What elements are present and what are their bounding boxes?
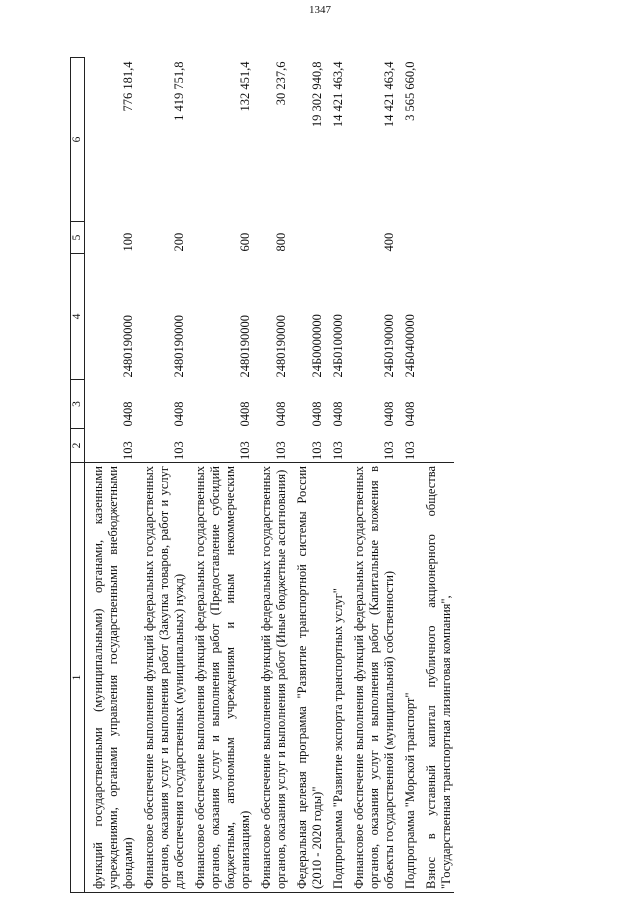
row-amount: 132 451,4	[238, 61, 252, 112]
row-vr: 100	[121, 232, 135, 252]
row-csr: 24Б0100000	[331, 314, 345, 378]
table-row	[289, 58, 325, 893]
table-row	[187, 58, 253, 893]
row-vr: 200	[172, 232, 186, 252]
table-row	[136, 58, 187, 893]
row-name: Финансовое обеспечение выполнения функций федеральных государственных органов, оказания услуг и выполнения работ (Предоставление субсидий бюджетным, автономным учреждениям и иным некоммерческим организациям)	[187, 463, 253, 893]
row-amount: 14 421 463,4	[382, 61, 396, 128]
row-vr	[397, 222, 418, 254]
row-rzpr: 0408	[382, 401, 396, 427]
header-col-1: 1	[71, 463, 85, 893]
table-row	[397, 58, 418, 893]
row-rzpr: 0408	[331, 401, 345, 427]
row-rzpr: 0408	[121, 401, 135, 427]
row-grbs	[418, 429, 454, 463]
row-csr: 2480190000	[274, 315, 288, 378]
row-name: Финансовое обеспечение выполнения функций федеральных государственных органов, оказания услуг и выполнения работ (Капитальные вложения в объекты государственной (муниципальной) собственности)	[346, 463, 397, 893]
table-row	[418, 58, 454, 893]
row-vr	[325, 222, 346, 254]
row-grbs: 103	[382, 441, 396, 460]
row-csr: 24Б0400000	[403, 314, 417, 378]
table-row	[346, 58, 397, 893]
header-col-4: 4	[71, 254, 85, 380]
row-grbs: 103	[331, 441, 345, 460]
row-vr	[289, 222, 325, 254]
row-csr	[418, 254, 454, 380]
row-grbs: 103	[274, 441, 288, 460]
row-rzpr: 0408	[172, 401, 186, 427]
row-rzpr	[418, 380, 454, 429]
row-name: Подпрограмма "Развитие экспорта транспортных услуг"	[325, 463, 346, 893]
row-csr: 2480190000	[121, 315, 135, 378]
row-csr: 2480190000	[172, 315, 186, 378]
row-vr: 800	[274, 232, 288, 252]
row-csr: 24Б0190000	[382, 314, 396, 378]
row-name: Финансовое обеспечение выполнения функций федеральных государственных органов, оказания услуг и выполнения работ (Иные бюджетные ассигнования)	[253, 463, 289, 893]
row-amount: 3 565 660,0	[403, 61, 417, 121]
row-name: Федеральная целевая программа "Развитие транспортной системы России (2010 - 2020 годы)"	[289, 463, 325, 893]
row-amount: 776 181,4	[121, 61, 135, 112]
budget-table	[70, 57, 454, 893]
page-number: 1347	[309, 4, 331, 16]
row-amount: 19 302 940,8	[310, 61, 324, 128]
budget-table-rotated	[70, 58, 454, 893]
row-name: Финансовое обеспечение выполнения функций федеральных государственных органов, оказания услуг и выполнения работ (Закупка товаров, работ и услуг для обеспечения государственных (муниципальных) нужд)	[136, 463, 187, 893]
row-rzpr: 0408	[403, 401, 417, 427]
table-row	[85, 58, 137, 893]
row-amount: 30 237,6	[274, 61, 288, 106]
row-name: Подпрограмма "Морской транспорт"	[397, 463, 418, 893]
header-col-6: 6	[71, 58, 85, 222]
row-rzpr: 0408	[238, 401, 252, 427]
row-rzpr: 0408	[310, 401, 324, 427]
row-vr: 400	[382, 232, 396, 252]
header-row	[71, 58, 85, 893]
row-rzpr: 0408	[274, 401, 288, 427]
row-vr: 600	[238, 232, 252, 252]
row-csr: 2480190000	[238, 315, 252, 378]
row-amount: 1 419 751,8	[172, 61, 186, 121]
header-col-2: 2	[71, 429, 85, 463]
row-grbs: 103	[121, 441, 135, 460]
table-row	[325, 58, 346, 893]
row-name: Взнос в уставный капитал публичного акционерного общества "Государственная транспортная лизинговая компания",	[418, 463, 454, 893]
row-grbs: 103	[403, 441, 417, 460]
row-name: функций государственными (муниципальными) органами, казенными учреждениями, органами управления государственными внебюджетными фондами)	[85, 463, 137, 893]
row-amount	[418, 58, 454, 222]
header-col-3: 3	[71, 380, 85, 429]
table-row	[253, 58, 289, 893]
header-col-5: 5	[71, 222, 85, 254]
row-vr	[418, 222, 454, 254]
row-grbs: 103	[238, 441, 252, 460]
row-grbs: 103	[310, 441, 324, 460]
row-csr: 24Б0000000	[310, 314, 324, 378]
row-amount: 14 421 463,4	[331, 61, 345, 128]
row-grbs: 103	[172, 441, 186, 460]
